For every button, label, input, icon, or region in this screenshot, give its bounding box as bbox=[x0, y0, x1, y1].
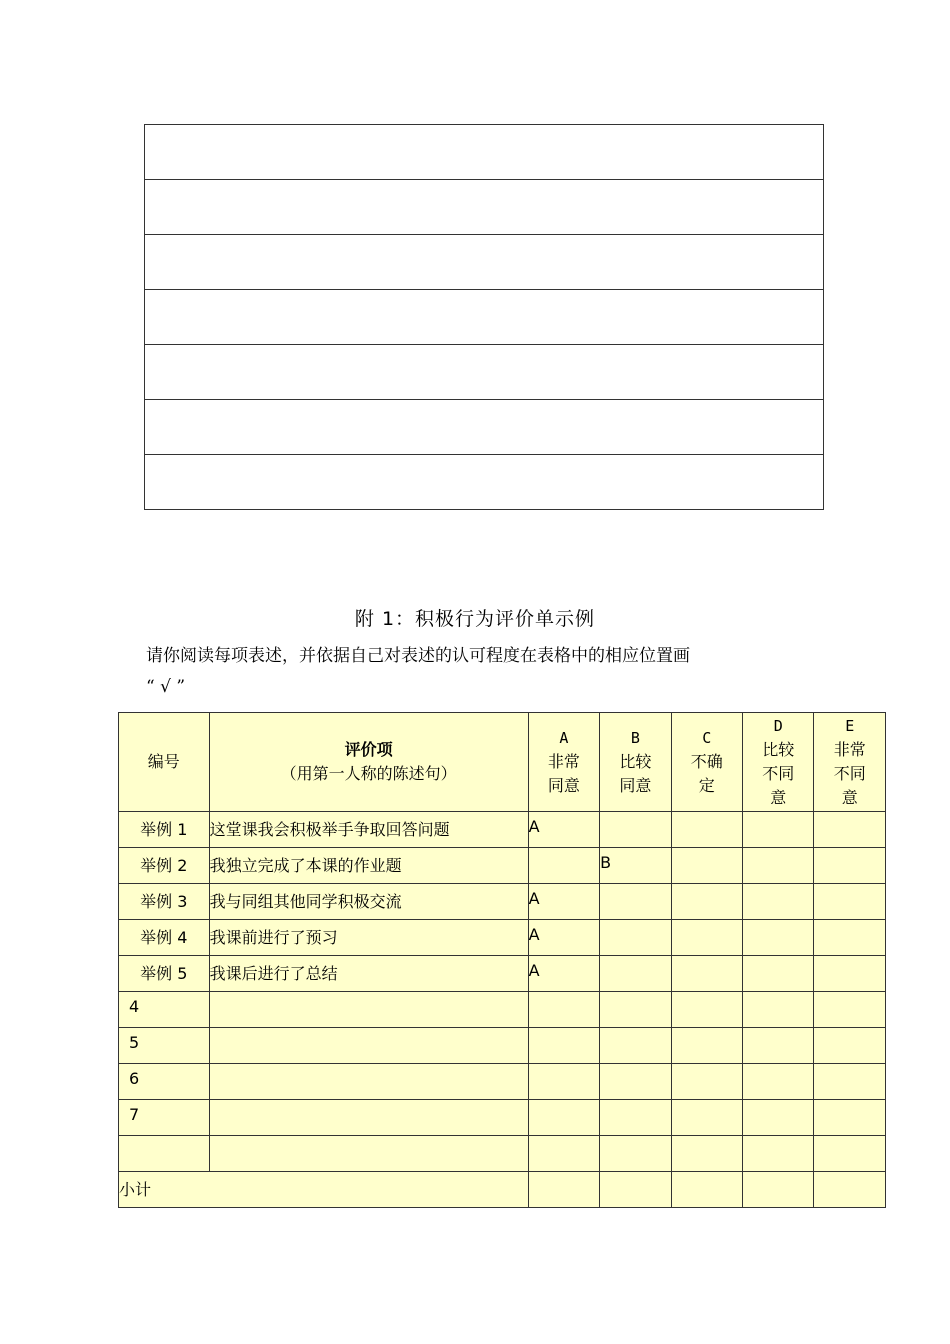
blank-row bbox=[145, 290, 824, 345]
rating-cell[interactable] bbox=[671, 1028, 742, 1064]
rating-cell[interactable] bbox=[814, 1028, 886, 1064]
rating-cell[interactable] bbox=[671, 920, 742, 956]
rating-cell[interactable] bbox=[743, 920, 814, 956]
blank-cell bbox=[145, 180, 824, 235]
row-item: 这堂课我会积极举手争取回答问题 bbox=[209, 812, 528, 848]
rating-cell[interactable] bbox=[814, 1064, 886, 1100]
row-item bbox=[209, 1064, 528, 1100]
header-option-d bbox=[743, 713, 814, 812]
rating-cell[interactable] bbox=[528, 1100, 599, 1136]
row-item bbox=[209, 1028, 528, 1064]
rating-cell[interactable] bbox=[743, 956, 814, 992]
row-number: 举例 5 bbox=[119, 956, 210, 992]
row-number: 举例 1 bbox=[119, 812, 210, 848]
blank-cell bbox=[145, 235, 824, 290]
rating-cell[interactable] bbox=[814, 992, 886, 1028]
option-label: 意 bbox=[841, 788, 858, 807]
blank-row bbox=[145, 345, 824, 400]
option-letter: B bbox=[630, 729, 640, 747]
rating-cell[interactable] bbox=[671, 1100, 742, 1136]
table-row bbox=[119, 884, 886, 920]
rating-cell[interactable] bbox=[743, 1064, 814, 1100]
row-item: 我课前进行了预习 bbox=[209, 920, 528, 956]
subtotal-row bbox=[119, 1172, 886, 1208]
blank-cell bbox=[145, 125, 824, 180]
option-letter: C bbox=[702, 729, 712, 747]
row-item: 我与同组其他同学积极交流 bbox=[209, 884, 528, 920]
rating-cell[interactable] bbox=[814, 812, 886, 848]
header-number: 编号 bbox=[119, 713, 210, 812]
blank-cell bbox=[145, 400, 824, 455]
blank-cell bbox=[145, 345, 824, 400]
rating-cell[interactable] bbox=[600, 992, 671, 1028]
subtotal-label: 小计 bbox=[119, 1172, 529, 1208]
option-label: 同意 bbox=[547, 776, 580, 795]
rating-cell[interactable]: A bbox=[528, 956, 599, 992]
option-label: 定 bbox=[698, 776, 715, 795]
rating-cell[interactable] bbox=[600, 812, 671, 848]
option-label: 不同 bbox=[762, 764, 795, 783]
blank-row bbox=[145, 125, 824, 180]
option-letter: A bbox=[559, 729, 569, 747]
rating-cell[interactable]: A bbox=[528, 920, 599, 956]
row-number: 举例 4 bbox=[119, 920, 210, 956]
header-option-c bbox=[671, 713, 742, 812]
row-number: 举例 2 bbox=[119, 848, 210, 884]
rating-cell[interactable]: A bbox=[528, 812, 599, 848]
rating-cell[interactable]: B bbox=[600, 848, 671, 884]
rating-cell[interactable] bbox=[528, 1136, 599, 1172]
evaluation-table bbox=[118, 712, 886, 1208]
row-number: 4 bbox=[119, 992, 210, 1028]
blank-table bbox=[144, 124, 824, 510]
caption: 附 1：积极行为评价单示例 bbox=[354, 608, 596, 630]
option-label: 意 bbox=[770, 788, 787, 807]
subtotal-cell[interactable] bbox=[600, 1172, 671, 1208]
subtotal-cell[interactable] bbox=[743, 1172, 814, 1208]
rating-cell[interactable] bbox=[600, 920, 671, 956]
row-number: 7 bbox=[119, 1100, 210, 1136]
rating-cell[interactable] bbox=[814, 1100, 886, 1136]
table-row bbox=[119, 920, 886, 956]
row-item bbox=[209, 1136, 528, 1172]
rating-cell[interactable]: A bbox=[528, 884, 599, 920]
table-row bbox=[119, 956, 886, 992]
rating-cell[interactable] bbox=[600, 956, 671, 992]
rating-cell[interactable] bbox=[671, 956, 742, 992]
rating-cell[interactable] bbox=[743, 812, 814, 848]
row-item: 我课后进行了总结 bbox=[209, 956, 528, 992]
rating-cell[interactable] bbox=[671, 848, 742, 884]
header-item bbox=[209, 713, 528, 812]
rating-cell[interactable] bbox=[671, 1136, 742, 1172]
option-label: 不确 bbox=[690, 752, 723, 771]
header-row bbox=[119, 713, 886, 812]
rating-cell[interactable] bbox=[528, 1064, 599, 1100]
subtotal-cell[interactable] bbox=[814, 1172, 886, 1208]
rating-cell[interactable] bbox=[743, 992, 814, 1028]
option-label: 比较 bbox=[619, 752, 652, 771]
table-row bbox=[119, 1028, 886, 1064]
option-label: 不同 bbox=[833, 764, 866, 783]
blank-cell bbox=[145, 290, 824, 345]
table-row bbox=[119, 1064, 886, 1100]
row-number: 举例 3 bbox=[119, 884, 210, 920]
rating-cell[interactable] bbox=[743, 1136, 814, 1172]
option-letter: D bbox=[773, 717, 783, 735]
instruction-checkmark: “ √ ” bbox=[146, 677, 186, 697]
rating-cell[interactable] bbox=[528, 848, 599, 884]
row-number: 5 bbox=[119, 1028, 210, 1064]
rating-cell[interactable] bbox=[814, 956, 886, 992]
option-label: 非常 bbox=[833, 740, 866, 759]
rating-cell[interactable] bbox=[528, 992, 599, 1028]
subtotal-cell[interactable] bbox=[671, 1172, 742, 1208]
header-item-subtitle: （用第一人称的陈述句） bbox=[280, 764, 457, 783]
subtotal-cell[interactable] bbox=[528, 1172, 599, 1208]
row-number bbox=[119, 1136, 210, 1172]
rating-cell[interactable] bbox=[600, 884, 671, 920]
table-row bbox=[119, 812, 886, 848]
rating-cell[interactable] bbox=[814, 920, 886, 956]
rating-cell[interactable] bbox=[600, 1064, 671, 1100]
rating-cell[interactable] bbox=[671, 992, 742, 1028]
option-label: 比较 bbox=[762, 740, 795, 759]
option-letter: E bbox=[845, 717, 855, 735]
row-number: 6 bbox=[119, 1064, 210, 1100]
table-row bbox=[119, 1136, 886, 1172]
rating-cell[interactable] bbox=[671, 884, 742, 920]
header-item-title: 评价项 bbox=[344, 740, 393, 759]
rating-cell[interactable] bbox=[743, 884, 814, 920]
blank-cell bbox=[145, 455, 824, 510]
rating-cell[interactable] bbox=[743, 1100, 814, 1136]
row-item: 我独立完成了本课的作业题 bbox=[209, 848, 528, 884]
header-option-e bbox=[814, 713, 886, 812]
rating-cell[interactable] bbox=[743, 848, 814, 884]
rating-cell[interactable] bbox=[600, 1028, 671, 1064]
option-label: 同意 bbox=[619, 776, 652, 795]
row-item bbox=[209, 1100, 528, 1136]
table-row bbox=[119, 1100, 886, 1136]
table-row bbox=[119, 848, 886, 884]
blank-row bbox=[145, 455, 824, 510]
option-label: 非常 bbox=[547, 752, 580, 771]
rating-cell[interactable] bbox=[671, 1064, 742, 1100]
rating-cell[interactable] bbox=[528, 1028, 599, 1064]
rating-cell[interactable] bbox=[671, 812, 742, 848]
instruction: 请你阅读每项表述，并依据自己对表述的认可程度在表格中的相应位置画 bbox=[146, 646, 690, 666]
rating-cell[interactable] bbox=[814, 848, 886, 884]
rating-cell[interactable] bbox=[814, 884, 886, 920]
blank-row bbox=[145, 400, 824, 455]
header-option-b bbox=[600, 713, 671, 812]
rating-cell[interactable] bbox=[814, 1136, 886, 1172]
blank-row bbox=[145, 235, 824, 290]
rating-cell[interactable] bbox=[600, 1100, 671, 1136]
header-option-a bbox=[528, 713, 599, 812]
table-row bbox=[119, 992, 886, 1028]
rating-cell[interactable] bbox=[600, 1136, 671, 1172]
rating-cell[interactable] bbox=[743, 1028, 814, 1064]
blank-row bbox=[145, 180, 824, 235]
row-item bbox=[209, 992, 528, 1028]
